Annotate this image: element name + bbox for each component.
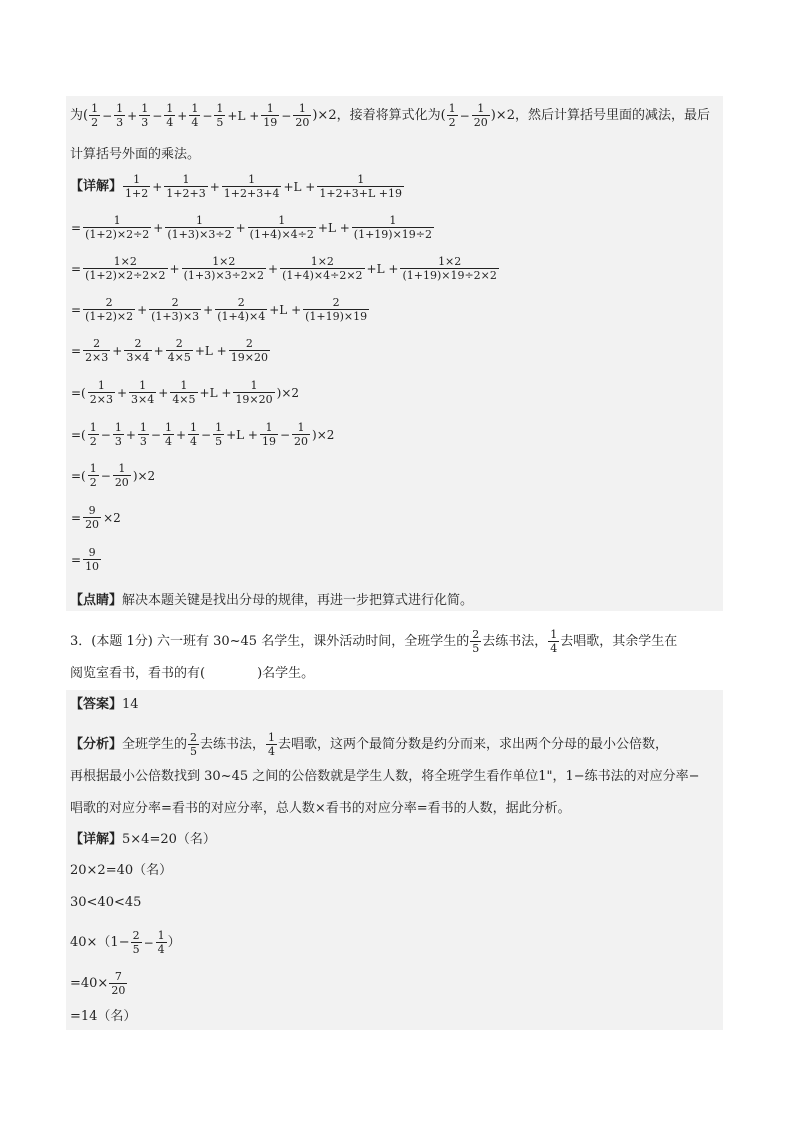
fraction: $\frac{1}{3}$ [141, 102, 149, 129]
fraction: $\frac{1}{5}$ [216, 102, 224, 129]
analysis-line-3: 唱歌的对应分率=看书的对应分率，总人数×看书的对应分率=看书的人数，据此分析。 [70, 801, 571, 816]
comment-line: 【点睛】 解决本题关键是找出分母的规律，再进一步把算式进行化简。 [70, 593, 474, 608]
detail2-line-4: 40×（1− $\frac{2}{5}$ − $\frac{1}{4}$ ） [70, 929, 181, 956]
fraction: $\frac{1}{19}$ [263, 102, 278, 129]
question-3-line-1: 3．(本题 1分) 六一班有 30~45 名学生，课外活动时间，全班学生的 $\frac{2}{5}$ 去练书法， $\frac{1}{4}$ 去唱歌，其余学生在 [70, 628, 678, 655]
fraction: $\frac{1}{20}$ [295, 102, 310, 129]
detail2-line-3: 30<40<45 [70, 895, 142, 910]
fraction: $\frac{1}{2}$ [91, 102, 99, 129]
analysis-line-2: 再根据最小公倍数找到 30~45 之间的公倍数就是学生人数，将全班学生看作单位1"，1−练书法的对应分率− [70, 769, 700, 784]
fraction: $\frac{1}{2}$ [448, 102, 456, 129]
fraction: $\frac{1}{4}$ [166, 102, 174, 129]
detail-row-2: = $\frac{1\times 2}{(1+2)\times 2\div 2\times 2}$ + $\frac{1\times 2}{(1+3)\times 3\div 2\times 2}$ + $\frac{1\times 2}{(1+4)\times 4\div 2\times 2}$ +L + $\frac{1\times 2}{(1+19)\times 19\div 2\times 2}$ [71, 255, 497, 282]
detail-row-9: = $\frac{9}{10}$ [71, 546, 100, 573]
detail-row-5: =( $\frac{1}{2\times 3}$ + $\frac{1}{3\times 4}$ + $\frac{1}{4\times 5}$ +L + $\frac{1}{19\times 20}$ )×2 [71, 379, 300, 406]
answer-line: 【答案】 14 [70, 697, 139, 712]
fraction: $\frac{1}{20}$ [473, 102, 488, 129]
detail-row-0: 【详解】 $\frac{1}{1+2}$ + $\frac{1}{1+2+3}$ + $\frac{1}{1+2+3+4}$ +L + $\frac{1}{1+2+3+L +19}$ [70, 173, 403, 200]
detail-row-4: = $\frac{2}{2\times 3}$ + $\frac{2}{3\times 4}$ + $\frac{2}{4\times 5}$ +L + $\frac{2}{19\times 20}$ [71, 337, 268, 364]
fraction: $\frac{1}{4}$ [191, 102, 199, 129]
detail-row-8: = $\frac{9}{20}$ ×2 [71, 504, 121, 531]
intro-line-2: 计算括号外面的乘法。 [70, 147, 201, 162]
detail2-line-2: 20×2=40（名） [70, 863, 173, 878]
detail2-line-1: 【详解】 5×4=20（名） [70, 832, 216, 847]
analysis-line-1: 【分析】 全班学生的 $\frac{2}{5}$ 去练书法， $\frac{1}{4}$ 去唱歌，这两个最简分数是约分而来，求出两个分母的最小公倍数， [70, 731, 669, 758]
question-3-line-2: 阅览室看书，看书的有( )名学生。 [70, 666, 315, 681]
detail-row-1: = $\frac{1}{(1+2)\times 2\div 2}$ + $\frac{1}{(1+3)\times 3\div 2}$ + $\frac{1}{(1+4)\times 4\div 2}$ +L + $\frac{1}{(1+19)\times 19\div 2}$ [71, 214, 433, 241]
detail-row-6: =( $\frac{1}{2}$ − $\frac{1}{3}$ + $\frac{1}{3}$ − $\frac{1}{4}$ + $\frac{1}{4}$ − $\frac{1}{5}$ +L + $\frac{1}{19}$ − $\frac{1}{20}$ )×2 [71, 421, 335, 448]
detail2-line-5: =40× $\frac{7}{20}$ [70, 970, 126, 997]
detail-row-7: =( $\frac{1}{2}$ − $\frac{1}{20}$ )×2 [71, 462, 156, 489]
fraction: $\frac{1}{3}$ [116, 102, 124, 129]
intro-line-1: 为( $\frac{1}{2}$ − $\frac{1}{3}$ + $\frac{1}{3}$ − $\frac{1}{4}$ + $\frac{1}{4}$ − $\frac{1}{5}$ +L + $\frac{1}{19}$ − $\frac{1}{20}$ )×2，接着将算式化为( $\frac{1}{2}$ − $\frac{1}{20}$ )×2，然后计算括号里面的减法，最后 [70, 102, 710, 129]
detail-row-3: = $\frac{2}{(1+2)\times 2}$ + $\frac{2}{(1+3)\times 3}$ + $\frac{2}{(1+4)\times 4}$ +L + $\frac{2}{(1+19)\times 19}$ [71, 296, 368, 323]
detail2-line-6: =14（名） [70, 1009, 137, 1024]
